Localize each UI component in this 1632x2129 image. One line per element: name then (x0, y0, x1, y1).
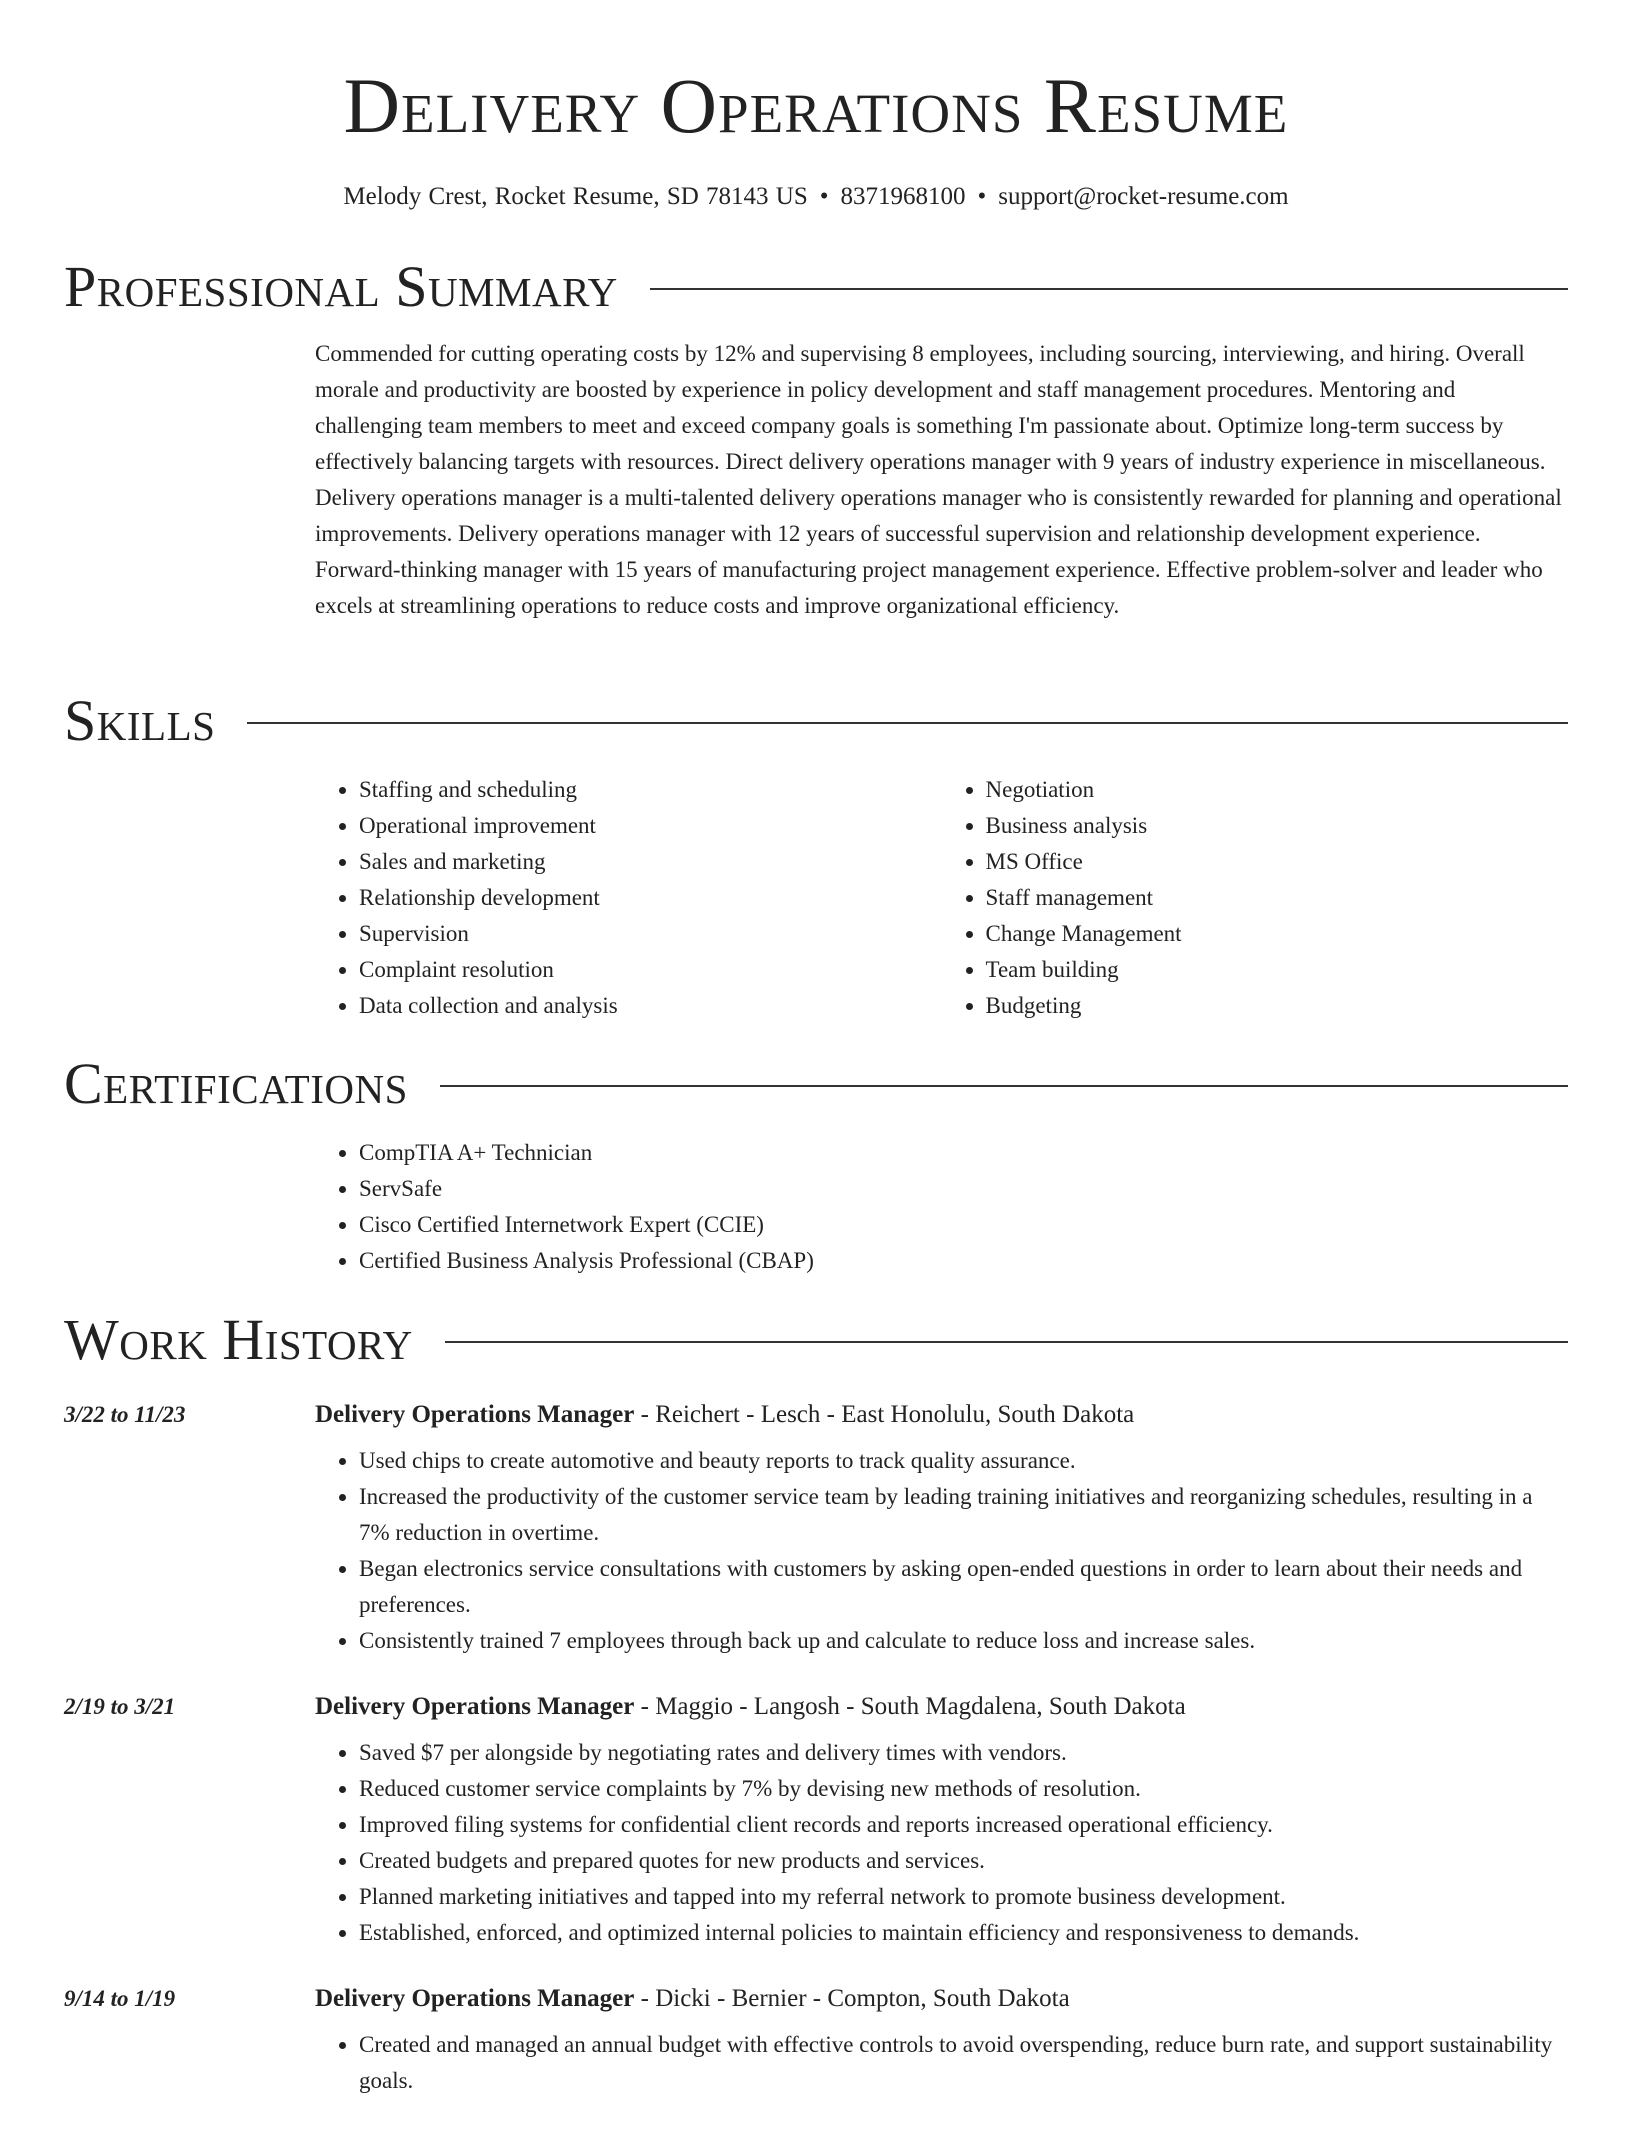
section-header (64, 1053, 1568, 1115)
job-bullets (315, 1735, 1568, 1951)
skill-item: • Operational improvement (359, 808, 942, 844)
job-bullet: • Created and managed an annual budget with effective controls to avoid overspending, reduce burn rate, and support sustainability goals. (359, 2027, 1568, 2099)
job-title: Delivery Operations Manager (315, 1693, 635, 1720)
job-bullet: • Established, enforced, and optimized internal policies to maintain efficiency and responsiveness to demands. (359, 1915, 1568, 1951)
section-header (64, 1309, 1568, 1371)
certification-item: • Cisco Certified Internetwork Expert (CCIE) (359, 1207, 1568, 1243)
job-employer-location: - Maggio - Langosh - South Magdalena, South Dakota (634, 1693, 1186, 1720)
skills-list-right (942, 772, 1569, 1024)
job-title: Delivery Operations Manager (315, 1985, 635, 2012)
section-divider (440, 1085, 1568, 1087)
job-bullets (315, 1443, 1568, 1659)
skill-item: • Staffing and scheduling (359, 772, 942, 808)
certification-item: • CompTIA A+ Technician (359, 1135, 1568, 1171)
certifications-list (315, 1135, 1568, 1279)
skill-item: • Budgeting (986, 988, 1569, 1024)
job-bullets (315, 2027, 1568, 2099)
summary-section (64, 256, 1568, 624)
section-title-certifications: Certifications (64, 1051, 408, 1116)
section-divider (650, 288, 1568, 290)
certifications-body (315, 1135, 1568, 1279)
job-bullet: • Reduced customer service complaints by 7% by devising new methods of resolution. (359, 1771, 1568, 1807)
job-entry (64, 1397, 1568, 1659)
job-bullet: • Created budgets and prepared quotes for new products and services. (359, 1843, 1568, 1879)
job-bullet: • Planned marketing initiatives and tapped into my referral network to promote business development. (359, 1879, 1568, 1915)
skill-item: • Data collection and analysis (359, 988, 942, 1024)
certification-item: • ServSafe (359, 1171, 1568, 1207)
summary-text: Commended for cutting operating costs by 12% and supervising 8 employees, including sourcing, interviewing, and hiring. Overall morale and productivity are boosted by experience in policy development and staff management procedures. Mentoring and challenging team members to meet and exceed company goals is something I'm passionate about. Optimize long-term success by effectively balancing targets with resources. Direct delivery operations manager with 9 years of industry experience in miscellaneous. Delivery operations manager is a multi-talented delivery operations manager who is consistently rewarded for planning and operational improvements. Delivery operations manager with 12 years of successful supervision and relationship development experience. Forward-thinking manager with 15 years of manufacturing project management experience. Effective problem-solver and leader who excels at streamlining operations to reduce costs and improve organizational efficiency. (315, 341, 1562, 618)
skill-item: • Sales and marketing (359, 844, 942, 880)
section-header (64, 690, 1568, 752)
resume-header (0, 58, 1632, 212)
section-title-summary: Professional Summary (64, 254, 618, 319)
job-bullet: • Consistently trained 7 employees through back up and calculate to reduce loss and increase sales. (359, 1623, 1568, 1659)
job-heading (315, 1981, 1568, 2017)
skill-item: • MS Office (986, 844, 1569, 880)
job-bullet: • Saved $7 per alongside by negotiating rates and delivery times with vendors. (359, 1735, 1568, 1771)
job-bullet: • Improved filing systems for confidential client records and reports increased operational efficiency. (359, 1807, 1568, 1843)
job-dates: 3/22 to 11/23 (64, 1402, 186, 1427)
job-main (315, 1689, 1568, 1951)
section-divider (445, 1341, 1568, 1343)
job-entry (64, 1689, 1568, 1951)
job-list (64, 1397, 1568, 2099)
job-entry (64, 1981, 1568, 2099)
job-main (315, 1397, 1568, 1659)
skill-item: • Negotiation (986, 772, 1569, 808)
skill-item: • Business analysis (986, 808, 1569, 844)
contact-separator: • (977, 183, 987, 210)
skills-section (64, 690, 1568, 1024)
skills-list-left (315, 772, 942, 1024)
section-title-work-history: Work History (64, 1307, 413, 1372)
certifications-section (64, 1053, 1568, 1279)
skill-item: • Supervision (359, 916, 942, 952)
summary-body (315, 336, 1568, 624)
skill-item: • Complaint resolution (359, 952, 942, 988)
resume-title: Delivery Operations Resume (343, 62, 1289, 149)
contact-line (0, 182, 1632, 212)
job-bullet: • Used chips to create automotive and beauty reports to track quality assurance. (359, 1443, 1568, 1479)
work-history-section (64, 1309, 1568, 2129)
section-title-skills: Skills (64, 688, 216, 753)
contact-email: support@rocket-resume.com (998, 183, 1289, 210)
job-title: Delivery Operations Manager (315, 1401, 635, 1428)
job-employer-location: - Reichert - Lesch - East Honolulu, South Dakota (634, 1401, 1135, 1428)
skills-grid (315, 772, 1568, 1024)
job-dates: 2/19 to 3/21 (64, 1694, 176, 1719)
job-heading (315, 1397, 1568, 1433)
contact-separator: • (819, 183, 829, 210)
job-dates: 9/14 to 1/19 (64, 1986, 176, 2011)
skill-item: • Team building (986, 952, 1569, 988)
job-main (315, 1981, 1568, 2099)
contact-address: Melody Crest, Rocket Resume, SD 78143 US (343, 183, 808, 210)
job-employer-location: - Dicki - Bernier - Compton, South Dakota (634, 1985, 1070, 2012)
skill-item: • Change Management (986, 916, 1569, 952)
skill-item: • Relationship development (359, 880, 942, 916)
section-header (64, 256, 1568, 318)
certification-item: • Certified Business Analysis Professional (CBAP) (359, 1243, 1568, 1279)
job-bullet: • Began electronics service consultations with customers by asking open-ended questions in order to learn about their needs and preferences. (359, 1551, 1568, 1623)
skill-item: • Staff management (986, 880, 1569, 916)
job-bullet: • Increased the productivity of the customer service team by leading training initiatives and reorganizing schedules, resulting in a 7% reduction in overtime. (359, 1479, 1568, 1551)
section-divider (247, 722, 1568, 724)
contact-phone: 8371968100 (840, 183, 966, 210)
job-heading (315, 1689, 1568, 1725)
